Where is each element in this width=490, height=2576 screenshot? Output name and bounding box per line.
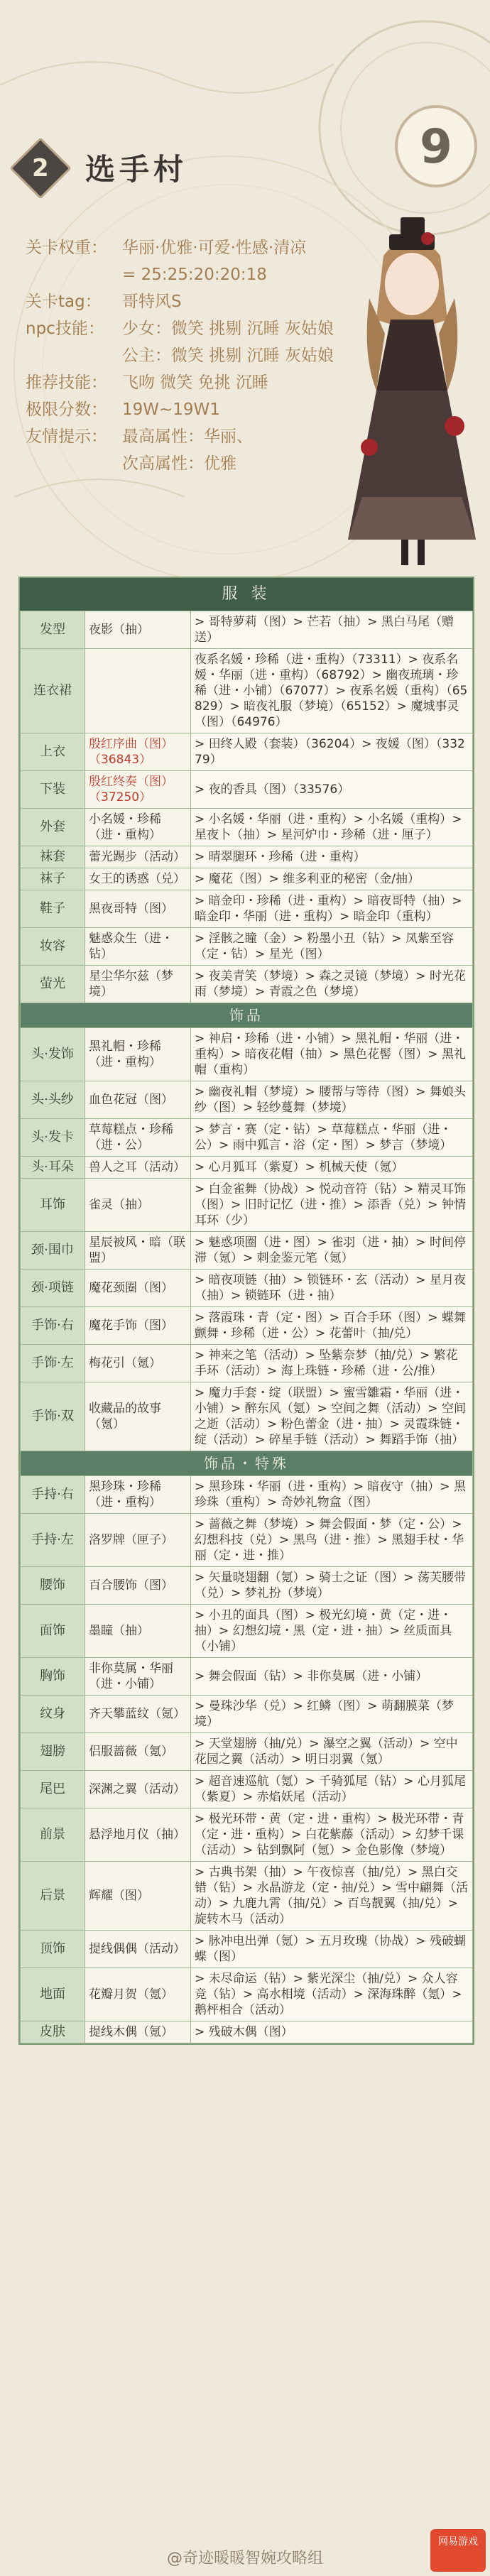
table-row: [21, 1605, 473, 1658]
category-cell: 手饰·双: [21, 1382, 85, 1451]
category-cell: 耳饰: [21, 1179, 85, 1232]
recommended-item-cell: 雀灵（抽）: [85, 1179, 191, 1232]
recommended-item-cell: 黑珍珠・珍稀（进・重构）: [85, 1476, 191, 1514]
category-cell: 妆容: [21, 928, 85, 966]
recommended-item-cell: 非你莫属・华丽（进・小铺）: [85, 1658, 191, 1696]
recommended-item-cell: 辉耀（图）: [85, 1862, 191, 1931]
table-row: [21, 1157, 473, 1179]
category-cell: 颈·项链: [21, 1270, 85, 1307]
recommended-item-cell: 侣服蔷薇（氪）: [85, 1733, 191, 1771]
alternative-items-cell: > 田终人殿（套装）（36204）> 夜媛（图）（33279）: [191, 733, 473, 771]
alternative-items-cell: > 魔力手套・绽（联盟）> 蜜雪雛霜・华丽（进・小铺）> 醉东风（氪）> 空间之舞（活动）> 空间之逝（活动）> 粉色蕾金（进・抽）> 灵霞珠链・绽（活动）> 碎星手链（活动）> 舞蹈手饰（抽）: [191, 1382, 473, 1451]
category-cell: 下装: [21, 771, 85, 809]
outfit-table: [18, 577, 474, 2045]
recommended-item-cell: 女王的诱惑（兑）: [85, 868, 191, 890]
section-title: 饰品・特殊: [21, 1451, 473, 1476]
table-row: [21, 1567, 473, 1605]
alternative-items-cell: > 心月狐耳（紫夏）> 机械天使（氪）: [191, 1157, 473, 1179]
score-value: 19W~19W1: [122, 400, 220, 419]
category-cell: 前景: [21, 1808, 85, 1862]
table-row: [21, 1119, 473, 1157]
footer-credit: @奇迹暖暖智婉攻略组: [166, 2550, 323, 2567]
category-cell: 萤光: [21, 966, 85, 1003]
category-cell: 头·耳朵: [21, 1157, 85, 1179]
alternative-items-cell: > 梦言・赛（定・钻）> 草莓糕点・华丽（进・公）> 雨中狐言・浴（定・图）> 梦言（梦境）: [191, 1119, 473, 1157]
table-row: [21, 1862, 473, 1931]
category-cell: 地面: [21, 1968, 85, 2021]
alternative-items-cell: > 暗夜项链（抽）> 锁链环・玄（活动）> 星月夜（抽）> 锁链环（进・抽）: [191, 1270, 473, 1307]
recommended-item-cell: 草莓糕点・珍稀（进・公）: [85, 1119, 191, 1157]
recommended-item-cell: 百合腰饰（图）: [85, 1567, 191, 1605]
skills-label: 推荐技能：: [26, 373, 107, 392]
category-cell: 头·头纱: [21, 1081, 85, 1119]
stage-info: [26, 234, 359, 477]
category-cell: 发型: [21, 611, 85, 649]
alternative-items-cell: > 神来之笔（活动）> 坠紫奈梦（抽/兑）> 繁花手环（活动）> 海上珠链・珍稀（进・公/推）: [191, 1345, 473, 1382]
category-cell: 手持·右: [21, 1476, 85, 1514]
table-row: [21, 1658, 473, 1696]
recommended-item-cell: 深渊之翼（活动）: [85, 1771, 191, 1808]
category-cell: 尾巴: [21, 1771, 85, 1808]
recommended-item-cell: 夜影（抽）: [85, 611, 191, 649]
tips-value-highest: 最高属性：华丽、: [122, 427, 253, 446]
category-cell: 手饰·右: [21, 1307, 85, 1345]
table-row: [21, 1514, 473, 1567]
category-cell: 头·发饰: [21, 1028, 85, 1081]
table-row: [21, 733, 473, 771]
stage-header: [0, 0, 490, 575]
alternative-items-cell: > 蔷薇之舞（梦境）> 舞会假面・梦（定・公）> 幻想科技（兑）> 黑鸟（进・推）> 黑翅手杖・华丽（定・进・推）: [191, 1514, 473, 1567]
table-row: [21, 1382, 473, 1451]
table-row: [21, 1345, 473, 1382]
recommended-item-cell: 梅花引（氪）: [85, 1345, 191, 1382]
alternative-items-cell: > 晴翠腿环・珍稀（进・重构）: [191, 846, 473, 868]
table-row: [21, 1028, 473, 1081]
table-row: [21, 2021, 473, 2043]
recommended-item-cell: [85, 649, 191, 733]
weights-numbers: = 25:25:20:20:18: [122, 266, 267, 284]
site-logo: [430, 2529, 486, 2572]
category-cell: 头·发卡: [21, 1119, 85, 1157]
table-row: [21, 1808, 473, 1862]
recommended-item-cell: 殷红序曲（图）（36843）: [85, 733, 191, 771]
recommended-item-cell: 血色花冠（图）: [85, 1081, 191, 1119]
section-title: 饰品: [21, 1003, 473, 1028]
site-logo-text: 网易游戏: [438, 2536, 478, 2548]
recommended-item-cell: 魔花颈圈（图）: [85, 1270, 191, 1307]
alternative-items-cell: > 矢量晓翅翻（氪）> 骑士之证（图）> 荡芙腰带（兑）> 梦礼扮（梦境）: [191, 1567, 473, 1605]
category-cell: 连衣裙: [21, 649, 85, 733]
npc-value-girl: 少女：微笑 挑剔 沉睡 灰姑娘: [122, 320, 334, 338]
table-title: 服 装: [20, 578, 473, 611]
table-row: [21, 1270, 473, 1307]
weights-value: 华丽·优雅·可爱·性感·清凉: [122, 239, 307, 257]
alternative-items-cell: > 落霞珠・青（定・图）> 百合手环（图）> 蝶舞颤舞・珍稀（进・公）> 花蕾叶（抽/兑）: [191, 1307, 473, 1345]
recommended-item-cell: 兽人之耳（活动）: [85, 1157, 191, 1179]
category-cell: 颈·围巾: [21, 1232, 85, 1270]
tag-value: 哥特风S: [122, 293, 182, 311]
tips-value-second: 次高属性：优雅: [122, 454, 236, 473]
recommended-item-cell: 洛罗牌（匣子）: [85, 1514, 191, 1567]
table-row: [21, 809, 473, 846]
recommended-item-cell: 蕾光踢步（活动）: [85, 846, 191, 868]
alternative-items-cell: > 哥特萝莉（图）> 芒若（抽）> 黑白马尾（赠送）: [191, 611, 473, 649]
alternative-items-cell: > 天堂翅膀（抽/兑）> 瀑空之翼（活动）> 空中花园之翼（活动）> 明日羽翼（氪）: [191, 1733, 473, 1771]
alternative-items-cell: > 黑珍珠・华丽（进・重构）> 暗夜守（抽）> 黑珍珠（重构）> 奇妙礼物盒（图）: [191, 1476, 473, 1514]
alternative-items-cell: > 小丑的面具（图）> 极光幻境・黄（定・进・抽）> 幻想幻境・黑（定・进・抽）> 丝质面具（小铺）: [191, 1605, 473, 1658]
alternative-items-cell: > 脉冲电出弹（氪）> 五月玫瑰（协战）> 残破蝴蝶（图）: [191, 1931, 473, 1968]
category-cell: 袜子: [21, 868, 85, 890]
tag-label: 关卡tag：: [26, 293, 102, 311]
table-row: [21, 649, 473, 733]
alternative-items-cell: 夜系名媛・珍稀（进・重构）（73311）> 夜系名媛・华丽（进・重构）（68792）> 幽夜琉璃・珍稀（进・小铺）（67077）> 夜系名媛（重构）（65829）> 暗夜礼服（梦境）（65152）> 魔城事灵（图）（64976）: [191, 649, 473, 733]
category-cell: 手饰·左: [21, 1345, 85, 1382]
recommended-item-cell: 魅惑众生（进・钻）: [85, 928, 191, 966]
table-row: [21, 868, 473, 890]
npc-label: npc技能：: [26, 320, 104, 338]
recommended-item-cell: 墨瞳（抽）: [85, 1605, 191, 1658]
recommended-item-cell: 魔花手饰（图）: [85, 1307, 191, 1345]
alternative-items-cell: > 淫骸之瞳（金）> 粉墨小丑（钻）> 凤紫至容（定・钻）> 星光（图）: [191, 928, 473, 966]
alternative-items-cell: > 白金雀舞（协战）> 悦动音符（钻）> 精灵耳饰（图）> 旧时记忆（进・推）> 添香（兑）> 钟情耳环（少）: [191, 1179, 473, 1232]
score-label: 极限分数：: [26, 400, 107, 419]
level-badge: 2: [9, 137, 72, 200]
category-cell: 面饰: [21, 1605, 85, 1658]
alternative-items-cell: > 古典书架（抽）> 午夜惊喜（抽/兑）> 黑白交错（钻）> 水晶游龙（定・抽/兑）> 雪中翩舞（活动）> 九鹿九霄（抽/兑）> 百鸟靓翼（抽/兑）> 旋转木马（活动）: [191, 1862, 473, 1931]
recommended-item-cell: 黑夜哥特（图）: [85, 890, 191, 928]
table-row: [21, 771, 473, 809]
category-cell: 胸饰: [21, 1658, 85, 1696]
table-row: [21, 1771, 473, 1808]
alternative-items-cell: > 魔花（图）> 维多利亚的秘密（金/抽）: [191, 868, 473, 890]
character-illustration: [334, 213, 490, 568]
stage-title: 选手村: [85, 152, 188, 187]
alternative-items-cell: > 舞会假面（钻）> 非你莫属（进・小铺）: [191, 1658, 473, 1696]
skills-value: 飞吻 微笑 免挑 沉睡: [122, 373, 268, 392]
category-cell: 顶饰: [21, 1931, 85, 1968]
recommended-item-cell: 花瓣月贺（氪）: [85, 1968, 191, 2021]
category-cell: 鞋子: [21, 890, 85, 928]
alternative-items-cell: > 幽夜礼帽（梦境）> 腰帮与等待（图）> 舞娘头纱（图）> 轻纱蔓舞（梦境）: [191, 1081, 473, 1119]
alternative-items-cell: > 魅惑项圈（进・图）> 雀羽（进・抽）> 时间停滞（氪）> 刺金鉴元笔（氪）: [191, 1232, 473, 1270]
recommended-item-cell: 黑礼帽・珍稀（进・重构）: [85, 1028, 191, 1081]
recommended-item-cell: 收藏品的故事（氪）: [85, 1382, 191, 1451]
weights-label: 关卡权重：: [26, 239, 107, 257]
table-row: [21, 1232, 473, 1270]
category-cell: 翅膀: [21, 1733, 85, 1771]
alternative-items-cell: > 未尽命运（钻）> 紫光深尘（抽/兑）> 众人容竞（钻）> 高水相境（活动）> 深海珠醉（氪）> 鹅枰相合（活动）: [191, 1968, 473, 2021]
recommended-item-cell: 殷红终奏（图）（37250）: [85, 771, 191, 809]
alternative-items-cell: > 残破木偶（图）: [191, 2021, 473, 2043]
recommended-item-cell: 悬浮地月仪（抽）: [85, 1808, 191, 1862]
alternative-items-cell: > 夜的香具（图）（33576）: [191, 771, 473, 809]
alternative-items-cell: > 夜美青笑（梦境）> 森之灵镜（梦境）> 时光花雨（梦境）> 青霞之色（梦境）: [191, 966, 473, 1003]
table-row: [21, 966, 473, 1003]
category-cell: 袜套: [21, 846, 85, 868]
recommended-item-cell: 提线木偶（氪）: [85, 2021, 191, 2043]
table-row: [21, 928, 473, 966]
category-cell: 腰饰: [21, 1567, 85, 1605]
alternative-items-cell: > 小名媛・华丽（进・重构）> 小名媛（重构）> 星夜卜（抽）> 星河炉巾・珍稀（进・厘子）: [191, 809, 473, 846]
alternative-items-cell: > 极光环带・黄（定・进・重构）> 极光环带・青（定・进・重构）> 白花紫藤（活动）> 幻梦千课（活动）> 钻到飘阿（氪）> 金色影像（梦境）: [191, 1808, 473, 1862]
table-row: [21, 1081, 473, 1119]
recommended-item-cell: 齐天攀蓝纹（氪）: [85, 1696, 191, 1733]
category-cell: 上衣: [21, 733, 85, 771]
table-row: [21, 1476, 473, 1514]
chapter-number-badge: 9: [395, 105, 477, 187]
table-row: [21, 1696, 473, 1733]
table-row: [21, 1968, 473, 2021]
category-cell: 手持·左: [21, 1514, 85, 1567]
table-row: [21, 846, 473, 868]
table-row: [21, 1179, 473, 1232]
category-cell: 外套: [21, 809, 85, 846]
recommended-item-cell: 提线偶偶（活动）: [85, 1931, 191, 1968]
table-row: [21, 611, 473, 649]
tips-label: 友情提示：: [26, 427, 107, 446]
alternative-items-cell: > 曼珠沙华（兑）> 红鳞（图）> 萌翻膜菜（梦境）: [191, 1696, 473, 1733]
table-row: [21, 890, 473, 928]
section-header: [21, 1003, 473, 1028]
alternative-items-cell: > 暗金印・珍稀（进・重构）> 暗夜哥特（抽）> 暗金印・华丽（进・重构）> 暗金印（重构）: [191, 890, 473, 928]
recommended-item-cell: 星辰被风・暗（联盟）: [85, 1232, 191, 1270]
alternative-items-cell: > 超音速巡航（氪）> 千骑狐尾（钻）> 心月狐尾（紫夏）> 赤焰妖尾（活动）: [191, 1771, 473, 1808]
recommended-item-cell: 星尘华尔兹（梦境）: [85, 966, 191, 1003]
outfit-table-grid: [20, 611, 473, 2043]
alternative-items-cell: > 神启・珍稀（进・小铺）> 黑礼帽・华丽（进・重构）> 暗夜花帽（抽）> 黑色花髻（图）> 黑礼帽（重构）: [191, 1028, 473, 1081]
section-header: [21, 1451, 473, 1476]
category-cell: 后景: [21, 1862, 85, 1931]
table-row: [21, 1733, 473, 1771]
category-cell: 纹身: [21, 1696, 85, 1733]
recommended-item-cell: 小名媛・珍稀（进・重构）: [85, 809, 191, 846]
category-cell: 皮肤: [21, 2021, 85, 2043]
table-row: [21, 1307, 473, 1345]
npc-value-princess: 公主：微笑 挑剔 沉睡 灰姑娘: [122, 346, 334, 365]
table-row: [21, 1931, 473, 1968]
